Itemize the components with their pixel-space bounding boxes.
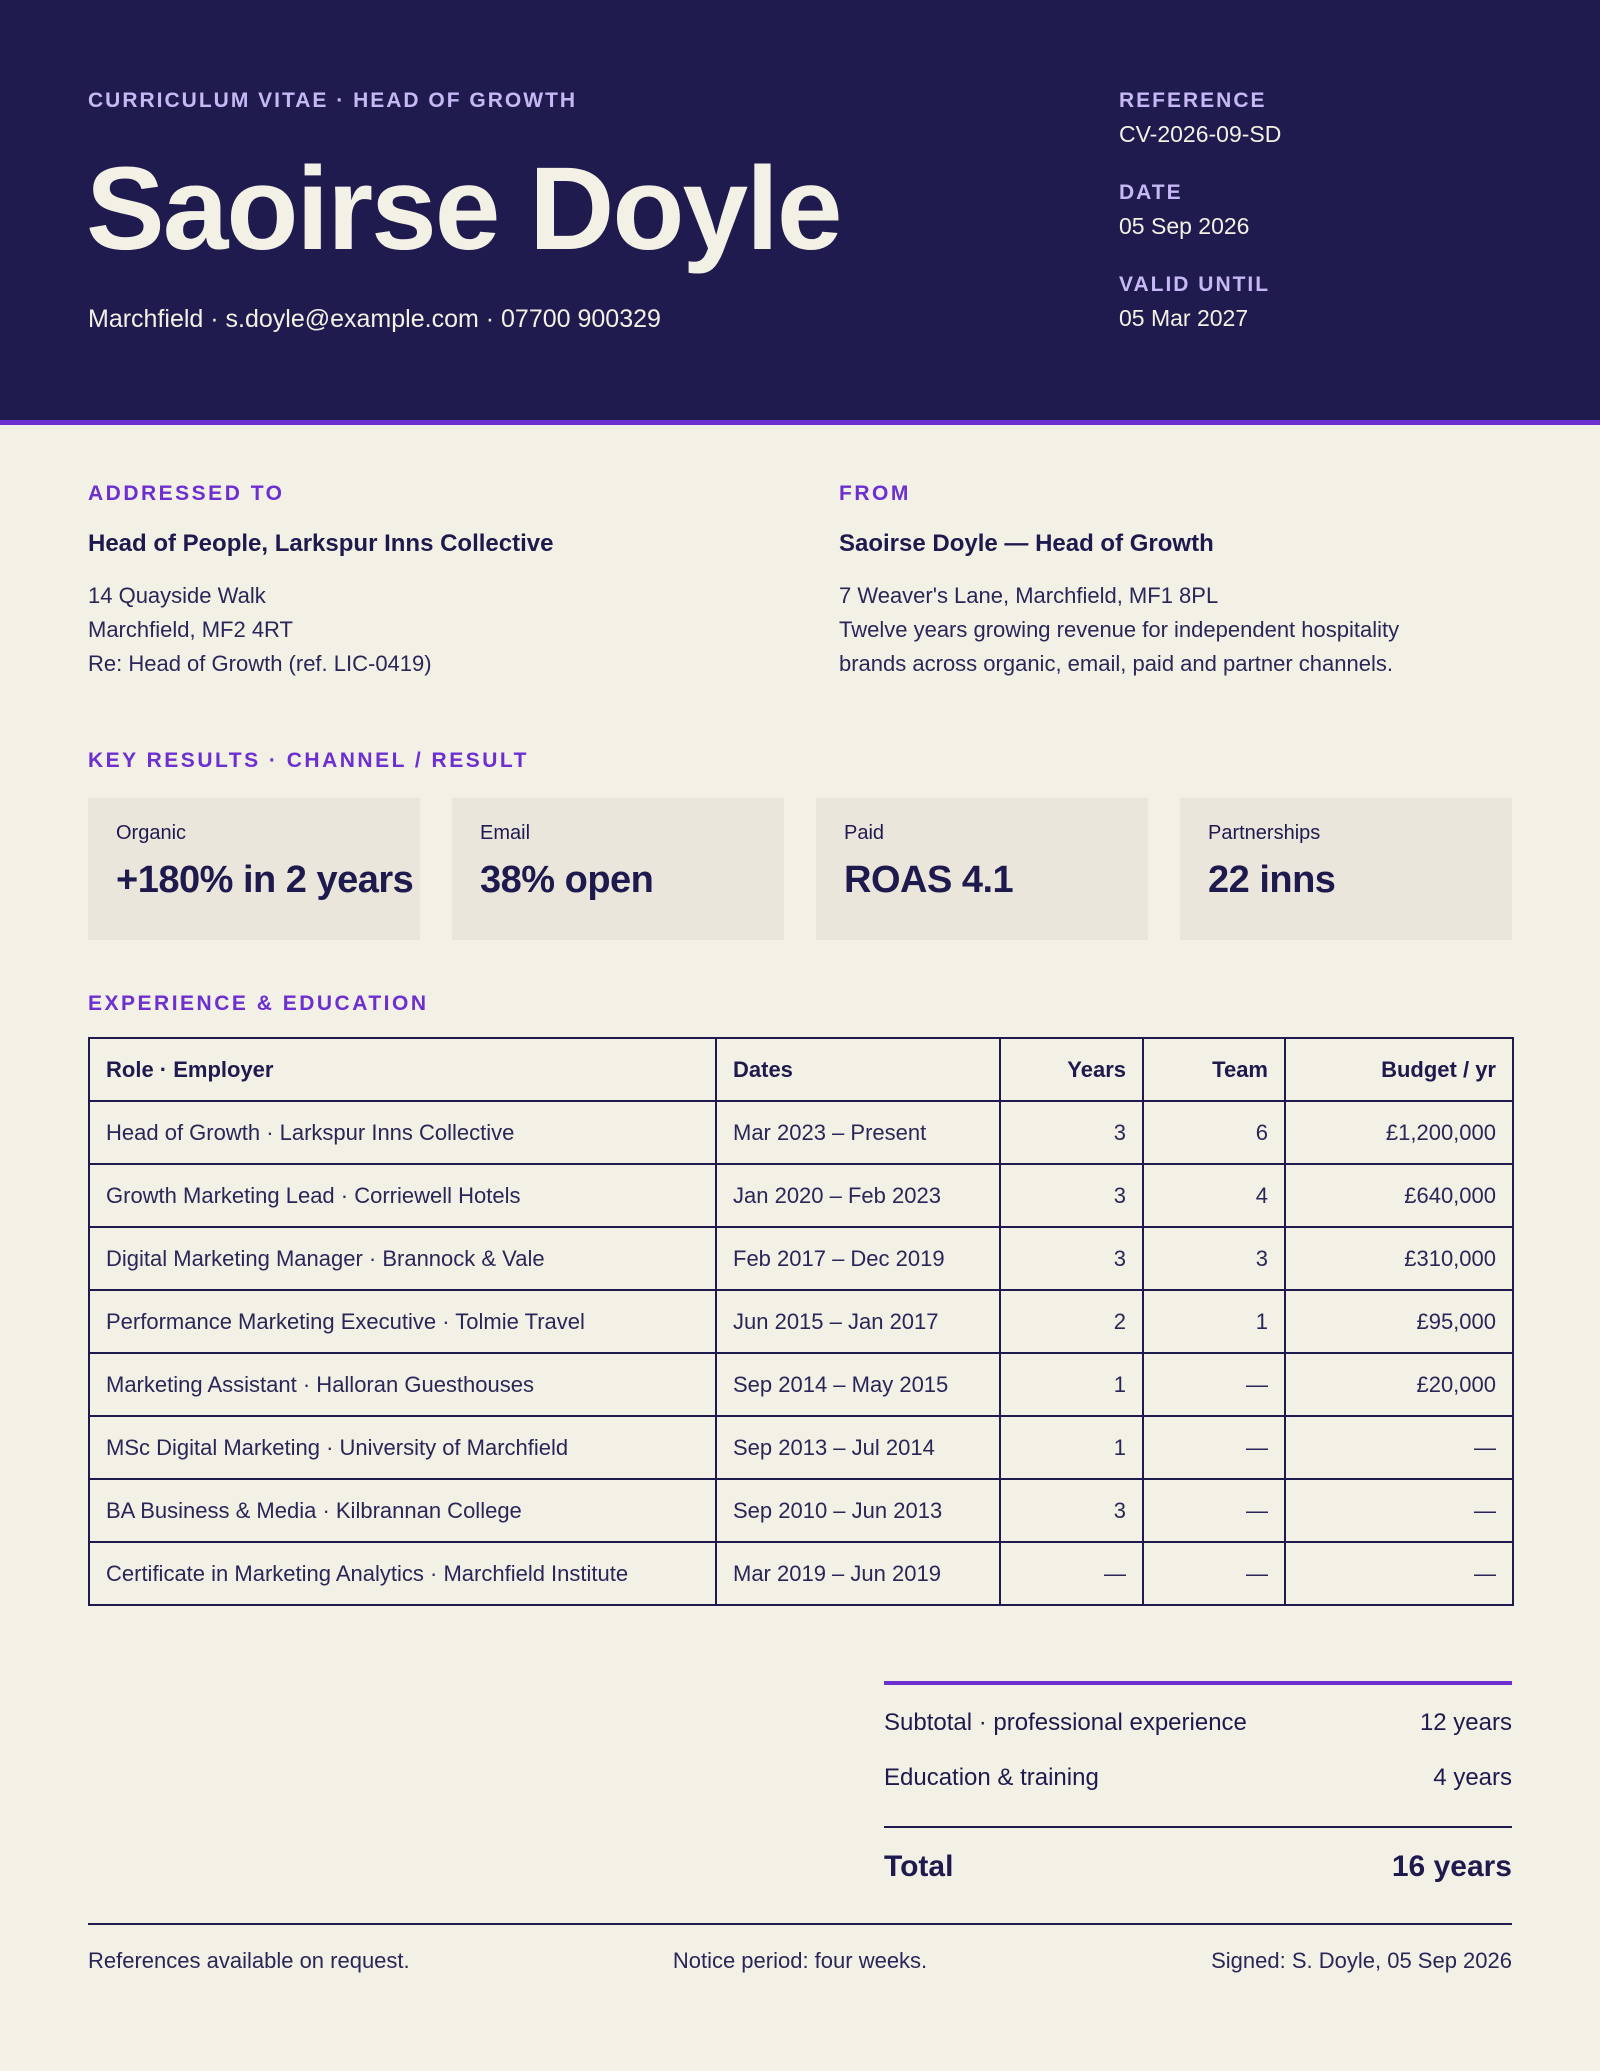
cell-dates: Sep 2014 – May 2015 bbox=[716, 1353, 1000, 1416]
cell-role: MSc Digital Marketing · University of Marchfield bbox=[89, 1416, 716, 1479]
table-row bbox=[89, 1101, 1513, 1164]
candidate-name: Saoirse Doyle bbox=[86, 143, 841, 275]
table-row bbox=[89, 1164, 1513, 1227]
footer-rule bbox=[88, 1923, 1512, 1925]
total-label: Total bbox=[884, 1850, 954, 1883]
footer-references: References available on request. bbox=[88, 1948, 410, 1973]
column-header-role: Role · Employer bbox=[89, 1038, 716, 1101]
card-result: 22 inns bbox=[1208, 859, 1336, 901]
address-line: Marchfield, MF2 4RT bbox=[88, 617, 293, 642]
cell-budget: £310,000 bbox=[1285, 1227, 1513, 1290]
cell-budget: — bbox=[1285, 1542, 1513, 1605]
result-card-email bbox=[452, 798, 784, 940]
column-header-years: Years bbox=[1000, 1038, 1143, 1101]
address-line: Re: Head of Growth (ref. LIC-0419) bbox=[88, 651, 432, 676]
addressed-to-heading: Head of People, Larkspur Inns Collective bbox=[88, 530, 554, 557]
cell-years: 3 bbox=[1000, 1227, 1143, 1290]
cell-dates: Jan 2020 – Feb 2023 bbox=[716, 1164, 1000, 1227]
result-card-paid bbox=[816, 798, 1148, 940]
total-row bbox=[884, 1850, 1512, 1884]
meta-label: DATE bbox=[1119, 181, 1183, 204]
totals-accent-rule bbox=[884, 1681, 1512, 1685]
experience-label: EXPERIENCE & EDUCATION bbox=[88, 992, 429, 1015]
cell-role: Performance Marketing Executive · Tolmie Travel bbox=[89, 1290, 716, 1353]
addressed-to-address bbox=[88, 579, 432, 681]
experience-table bbox=[88, 1037, 1514, 1606]
contact-line: Marchfield · s.doyle@example.com · 07700 900329 bbox=[88, 305, 661, 333]
cell-team: 4 bbox=[1143, 1164, 1285, 1227]
cell-team: — bbox=[1143, 1416, 1285, 1479]
column-header-team: Team bbox=[1143, 1038, 1285, 1101]
from-line: Twelve years growing revenue for independent hospitality bbox=[839, 617, 1400, 642]
result-card-partnerships bbox=[1180, 798, 1512, 940]
cell-role: Growth Marketing Lead · Corriewell Hotels bbox=[89, 1164, 716, 1227]
meta-label: REFERENCE bbox=[1119, 89, 1267, 112]
table-header-row bbox=[89, 1038, 1513, 1101]
meta-reference bbox=[1119, 89, 1281, 148]
cell-role: BA Business & Media · Kilbrannan College bbox=[89, 1479, 716, 1542]
cell-budget: £1,200,000 bbox=[1285, 1101, 1513, 1164]
education-value: 4 years bbox=[1433, 1764, 1512, 1791]
cell-dates: Mar 2023 – Present bbox=[716, 1101, 1000, 1164]
from-heading: Saoirse Doyle — Head of Growth bbox=[839, 530, 1214, 557]
cell-years: 1 bbox=[1000, 1353, 1143, 1416]
meta-valid-until bbox=[1119, 273, 1270, 332]
cell-role: Head of Growth · Larkspur Inns Collective bbox=[89, 1101, 716, 1164]
cell-years: 3 bbox=[1000, 1101, 1143, 1164]
cell-dates: Jun 2015 – Jan 2017 bbox=[716, 1290, 1000, 1353]
meta-date bbox=[1119, 181, 1249, 240]
cell-team: — bbox=[1143, 1542, 1285, 1605]
cell-team: — bbox=[1143, 1353, 1285, 1416]
cell-years: 3 bbox=[1000, 1479, 1143, 1542]
column-header-dates: Dates bbox=[716, 1038, 1000, 1101]
cell-team: — bbox=[1143, 1479, 1285, 1542]
subtotal-row bbox=[884, 1709, 1512, 1737]
cell-dates: Mar 2019 – Jun 2019 bbox=[716, 1542, 1000, 1605]
card-channel: Email bbox=[480, 822, 531, 844]
table-row bbox=[89, 1479, 1513, 1542]
cell-dates: Sep 2013 – Jul 2014 bbox=[716, 1416, 1000, 1479]
cell-role: Certificate in Marketing Analytics · Marchfield Institute bbox=[89, 1542, 716, 1605]
column-header-budget: Budget / yr bbox=[1285, 1038, 1513, 1101]
card-channel: Paid bbox=[844, 822, 885, 844]
cell-budget: £20,000 bbox=[1285, 1353, 1513, 1416]
cell-years: 3 bbox=[1000, 1164, 1143, 1227]
cell-years: 2 bbox=[1000, 1290, 1143, 1353]
card-result: 38% open bbox=[480, 859, 654, 901]
total-value: 16 years bbox=[1391, 1850, 1512, 1883]
from-line: brands across organic, email, paid and partner channels. bbox=[839, 651, 1393, 676]
card-channel: Organic bbox=[116, 822, 187, 844]
addressed-to-label: ADDRESSED TO bbox=[88, 482, 285, 505]
education-label: Education & training bbox=[884, 1764, 1099, 1791]
table-row bbox=[89, 1416, 1513, 1479]
result-card-organic bbox=[88, 798, 420, 940]
cell-dates: Feb 2017 – Dec 2019 bbox=[716, 1227, 1000, 1290]
table-row bbox=[89, 1227, 1513, 1290]
meta-value: 05 Sep 2026 bbox=[1119, 213, 1250, 239]
cell-team: 6 bbox=[1143, 1101, 1285, 1164]
meta-label: VALID UNTIL bbox=[1119, 273, 1271, 296]
education-row bbox=[884, 1764, 1512, 1792]
document-eyebrow: CURRICULUM VITAE · HEAD OF GROWTH bbox=[88, 89, 578, 112]
cell-budget: — bbox=[1285, 1479, 1513, 1542]
from-details bbox=[839, 579, 1399, 681]
meta-value: CV-2026-09-SD bbox=[1119, 121, 1282, 147]
header-banner bbox=[0, 0, 1600, 425]
cell-budget: — bbox=[1285, 1416, 1513, 1479]
table-row bbox=[89, 1542, 1513, 1605]
from-line: 7 Weaver's Lane, Marchfield, MF1 8PL bbox=[839, 583, 1219, 608]
card-channel: Partnerships bbox=[1208, 822, 1321, 844]
table-row bbox=[89, 1290, 1513, 1353]
cell-budget: £640,000 bbox=[1285, 1164, 1513, 1227]
cell-years: — bbox=[1000, 1542, 1143, 1605]
cell-role: Digital Marketing Manager · Brannock & Vale bbox=[89, 1227, 716, 1290]
cell-dates: Sep 2010 – Jun 2013 bbox=[716, 1479, 1000, 1542]
from-label: FROM bbox=[839, 482, 911, 505]
key-results-cards bbox=[88, 798, 1512, 940]
cell-years: 1 bbox=[1000, 1416, 1143, 1479]
card-result: +180% in 2 years bbox=[116, 859, 414, 901]
cell-team: 1 bbox=[1143, 1290, 1285, 1353]
subtotal-value: 12 years bbox=[1419, 1709, 1512, 1736]
meta-value: 05 Mar 2027 bbox=[1119, 305, 1249, 331]
table-row bbox=[89, 1353, 1513, 1416]
footer-notice-period: Notice period: four weeks. bbox=[672, 1948, 928, 1973]
cell-budget: £95,000 bbox=[1285, 1290, 1513, 1353]
cell-team: 3 bbox=[1143, 1227, 1285, 1290]
key-results-label: KEY RESULTS · CHANNEL / RESULT bbox=[88, 749, 529, 772]
totals-divider bbox=[884, 1826, 1512, 1828]
card-result: ROAS 4.1 bbox=[844, 859, 1014, 901]
footer-signature: Signed: S. Doyle, 05 Sep 2026 bbox=[1211, 1948, 1512, 1973]
address-line: 14 Quayside Walk bbox=[88, 583, 266, 608]
cell-role: Marketing Assistant · Halloran Guesthouses bbox=[89, 1353, 716, 1416]
subtotal-label: Subtotal · professional experience bbox=[884, 1709, 1247, 1736]
